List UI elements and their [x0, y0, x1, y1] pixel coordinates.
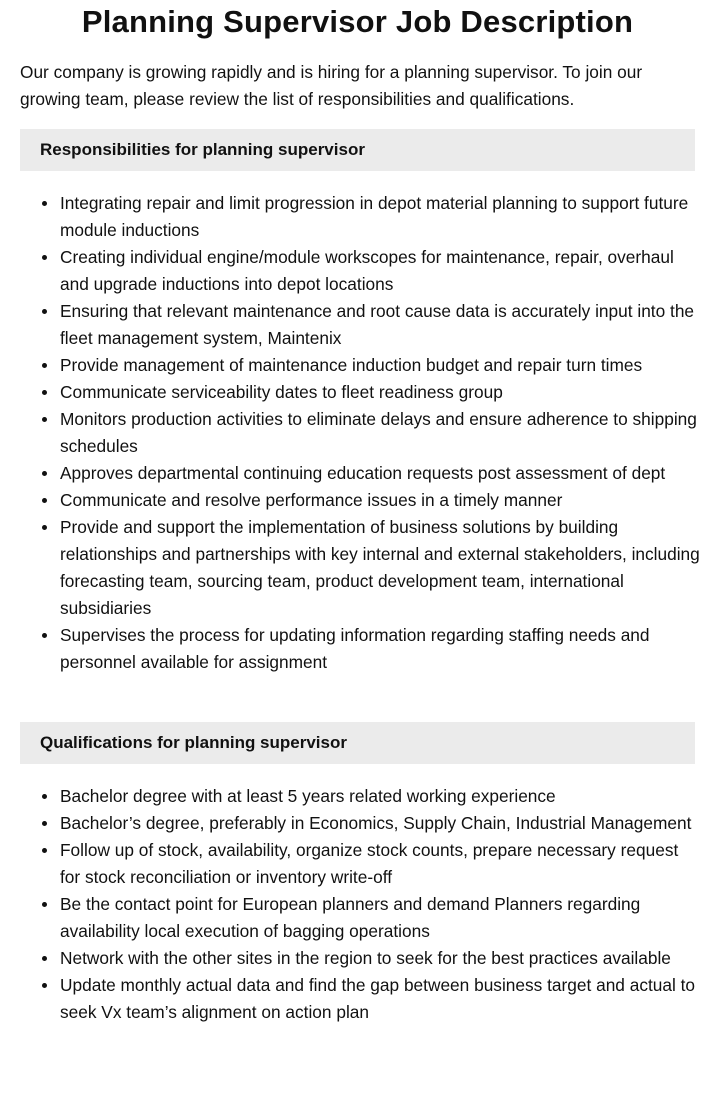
- responsibility-item: Supervises the process for updating information regarding staffing needs and personnel available for assignment: [60, 622, 700, 676]
- qualification-item: Network with the other sites in the region to seek for the best practices available: [60, 945, 700, 972]
- qualification-item: Be the contact point for European planners and demand Planners regarding availability local execution of bagging operations: [60, 891, 700, 945]
- qualification-item: Bachelor degree with at least 5 years related working experience: [60, 783, 700, 810]
- page-title: Planning Supervisor Job Description: [81, 4, 634, 39]
- responsibility-item: Communicate and resolve performance issues in a timely manner: [60, 487, 700, 514]
- qualifications-heading: Qualifications for planning supervisor: [20, 722, 695, 764]
- responsibility-item: Provide management of maintenance induction budget and repair turn times: [60, 352, 700, 379]
- responsibility-item: Provide and support the implementation of business solutions by building relationships and partnerships with key internal and external stakeholders, including forecasting team, sourcing team, product development team, international subsidiaries: [60, 514, 700, 622]
- responsibility-item: Ensuring that relevant maintenance and root cause data is accurately input into the fleet management system, Maintenix: [60, 298, 700, 352]
- responsibility-item: Integrating repair and limit progression in depot material planning to support future module inductions: [60, 190, 700, 244]
- responsibility-item: Communicate serviceability dates to fleet readiness group: [60, 379, 700, 406]
- qualification-item: Follow up of stock, availability, organize stock counts, prepare necessary request for stock reconciliation or inventory write-off: [60, 837, 700, 891]
- qualifications-list: [20, 783, 700, 1026]
- responsibility-item: Approves departmental continuing education requests post assessment of dept: [60, 460, 700, 487]
- responsibilities-heading: Responsibilities for planning supervisor: [20, 129, 695, 171]
- intro-paragraph: Our company is growing rapidly and is hiring for a planning supervisor. To join our growing team, please review the list of responsibilities and qualifications.: [20, 62, 643, 109]
- qualification-item: Bachelor’s degree, preferably in Economics, Supply Chain, Industrial Management: [60, 810, 700, 837]
- responsibility-item: Monitors production activities to eliminate delays and ensure adherence to shipping schedules: [60, 406, 700, 460]
- qualification-item: Update monthly actual data and find the gap between business target and actual to seek Vx team’s alignment on action plan: [60, 972, 700, 1026]
- responsibility-item: Creating individual engine/module workscopes for maintenance, repair, overhaul and upgrade inductions into depot locations: [60, 244, 700, 298]
- responsibilities-list: [20, 190, 700, 676]
